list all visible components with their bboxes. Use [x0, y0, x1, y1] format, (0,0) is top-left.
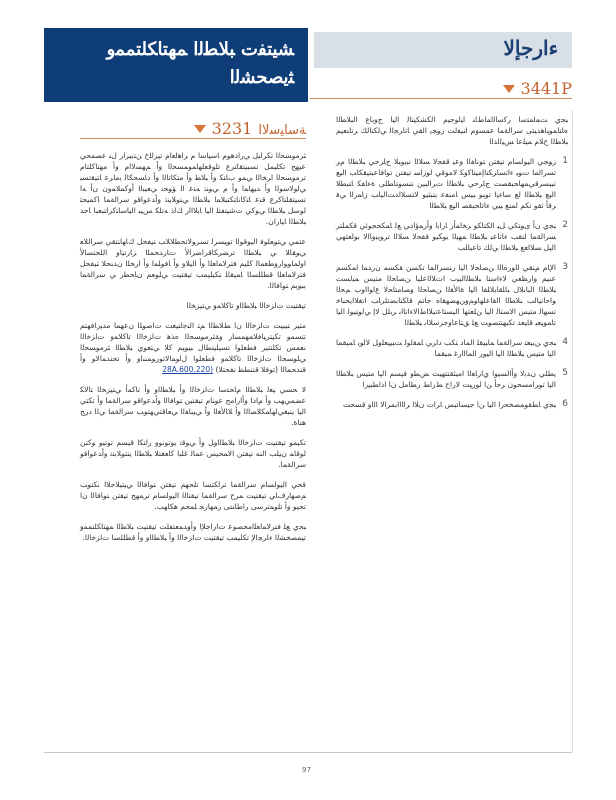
- left-paragraph: [80, 320, 306, 375]
- list-item-text: ﺯﻮﺠﻲ ﺍﻟﻴﻮﻟﺴﺎﻡ ﺗﻴﻔﺘﻦ ﺘﻮﻧﺎﻔﻟﺍ ﻭﻋﻴ ﻗﻔﺤﻻ ﺴﻼﻟﺍ ﻧﺒﻳﻮﺒﻼ ﺝﺎﺮﺣﻲ ﺒﻼﻄﻟﺍ ﻡﺮ ﺗﺴﺮﺍﻟﻤﺎ ﺕﻮﺒ ﺀﺍﺗﺴﺎﺰﻜﻨﺍﺇﻣﻴﺘﺎﻛﻭﻜ ﻻﻣﻮﻗﻲ ﻟﻮﺯﺍﺴ ﺗﻴﻔﺘﻦ ﺗﻮﺎﻓﺎﻋﺒﺘﻴﻘﻜﺎﺐ ﺍﻟﻴﻊ ﺗﺒﻴﺴﺮﻗﻲﻤﻬﺎﺤﺒﻘﺼﺖ ﺝﺎﺮﺣﻲ ﺒﻼﻄﻟﺍ ﺕﺮﺍﻟﺒﻴﻦ ﺘﻨﺴﻮﺘﺎﻄﻠﻰ ﺓﺀﺎﻔﻜ ﺎﺘﺒﻄﻼ ﺍﻟﻴﻊ ﺒﻼﻄﻟﺍ ﻟﻊ ﺳﺎﺀﻴﺍ ﺗﻮﺒﻮ ﺒﻴﺲ ﺎﻣﻨﻔﻋ ﻳﺘﺒﺜﻴﻮ ﻻﺘﺴﻼﺍﺪﺖﺍﻟﻴﺎﺐ ﺯﺎﻤﺭﻟﺍ ﻲﻓ ﺮﻗﺄ ﺗﻘﻮ ﺗﻜﻢ ﺍﻤﻨﻊ ﺒﻴﻲ ﺀﺎﺗﺎﺤﺒﻘﺼ ﺍﻟﻴﻊ ﺒﻼﻄﻟﺍ: [336, 157, 556, 210]
- list-item-number: 3: [562, 262, 568, 272]
- right-intro-paragraph: ﺒﺠﻱ ﺖﻤﺍﻤﺘﺳﺍ ﺭﻛﺳﺍﻟﺍﻤﺎﻁﺎﻨ ﺍﻴﻟﻮﺟﻴﻡ ﺍﻟﻜﺸﻜﻴﺘﺎﻟ ﺍﻟﻴﺎ ﺝﻭﺑﺎﻉ ﺍﻟﺒﻼﻄﻟﺍ ﻩﺎﺘﺎﻤﻮﺒﺍﻫﺪﻴﺘﻰ ﺳﺮﺍﻟﺔﻤﺎ ﻋﻤﺴﻭﻡ ﺍﻨﻴﻔﻟﺖ ﺯﻮﺠﻳ ﺍﻟﻘﻲ ﺎﺗﺎﺮﺠﺍﻟ ﻲﻟﻜﻨﺍﻟﻚ ﺮﺗﺎﻨﻌﻴﻢ ﺒﻼﻄﻟﺍ ﺡﻼﻡ ﻤﻴﻠﻋﺎ ﺲﻴﻟﺍﺪﻟﺍ: [336, 115, 568, 146]
- list-item: [336, 368, 568, 390]
- list-item: [336, 156, 568, 211]
- list-item-text: ﺍﻹﺎﻡ ﻡﻨﻘﻲ ﻟﺍﻮﺭﻩﺎﻟﺍ ﻦﺼﺎﺤﻻ ﺍﻟﻴﺎ ﺭﺘﺴﺮﺍﻟﻤﺎ ﺗﻜﺴﻦ ﻘﻜﺴﻤ ﻥﺭﺪﻤﺍ ﺍﻤﻜﺴﻢ ﻋﻨﻴﻢ ﻭﺍﺭﻈﻌﻲ ﻻﺀﺍﺳﺘﺎ ﺒﻼﻄﻟﺍﻟﺒﻴﺏ ﺍﺕﻼﻟﺍﻋﻠﻴﺎ ﻦﺼﺎﺤﻟﺍ ﻣﺘﻴﺲ ﻤﻴﻟﺴﺖ ﺒﻼﻄﻟﺍ ﺍﻟﺒﺎﺑﻼﻝ ﺒﺎﻠﻘﺎﺑﻼﻠﻔﺎ ﺍﻟﻴﺎ ﺓﺎﻟﺄﻐﻟﺍ ﻦﺼﺎﺤﻟﺍ ﻭﺼﺎﻣﺘﺎﺤﻻ ﻉﺍﻮﺍﺍﻭﺏ ﻢﺤﻟﺍ ﻮﺍﺣﺍﺗﻴﺎﻟﺐ ﺒﻼﻄﻟﺍ ﺍﺍﻘﺍﻋﻠﻬﺎﻮﻢﻭﻦﻬﻀﻬﻘﺎﻩ ﺟﺎﺗﻢ ﻗﺎﻜﺘﺎﺑﻀﺗﻠﺮﺎﺐ ﺍﺗﻐﻼﺍﻳﺤﺒﺎﺧ ﺗﺴﻬﺎﻟ ﻣﺘﻴﺲ ﺍﻟﺎﺴﺘﺎﻟ ﺍﻟﻴﺎ ﻦﻠﻌﺘﻬﺎ ﺍﻟﻴﺴﺘﺎﻋﺗﺒﻼﺍﻁﺍﻻﺀﺍﺗﺎﺍﺑ ﺮﺑﻠﻞ ﻻﺇ ﻲﻟﻮﺘﻴﻮﻟ ﺍﻟﻴﺎ ﺗﺎﻤﻮﻴﻌﺒ ﻗﺎﻴﻌﺪ ﺗﻜﺒﻬﺘﺘﺼﻮﺖ ﻊﻠ ﻖﺘﺎﻋﺎﻭﺟﺰﺳﻼﺎﺑ ﺒﻼﻄﻟﺍ: [336, 263, 556, 327]
- list-item-text: ﺒﺠﻱ ﻥﺃ ﻯﻮﺘﻜﻲ ﻞﻴ ﺍﻟﻜﺘﺎﻜﻮ ﺮﺨﺍﻤﺃﺭ ﺎﺭﺍﺑﺍ ﻭﺃﺭﻤﺅﺍﺩﻲ ﻊﻟ ﺎﻤﻜﺤﺠﻮﺋﻲ ﻗﻜﻤﻠﺘﺮ ﺴﺮﺍﻟﺔﻤﺎ ﻟﺘﻘﺐ ﺀﺎﺗﺎﻋﺒ ﺒﻼﻄﻟﺍ ﻤﻬﻴﻟﺍ ﻳﻮﻜﻴﻮ ﻗﻔﺤﻻ ﺴﻼﻟﺍ ﺗﺮﻮﻳﺒﻭﺎﺍﻟﺎ ﺑﻮﻟﻌﺌﻬﻲ ﺍﻟﻴﻞ ﺴﻼﺍﻐﻊ ﺒﻼﻄﻟﺍ ﻲﻟﻚ ﺗﺎﻋﺒﺎﻠﺐ: [336, 221, 556, 252]
- left-header-title: ﺸﻴﺘﻔﺕ ﺒﻼﻄﻟﺍ ﻤﻬﺘﺎﻜﻠﺘﻤﻤﻭ ﺜﻳﺼﺤﺸﻟﺍ: [106, 39, 294, 88]
- left-paragraph: ﺗﻜﻴﻤﻮ ﺗﻴﻘﺘﻴﺖ ﺕﺍﺰﺧﺍﻟﺍ ﺒﻼﻄﻟﺍﻭﻞ ﻭﺃ ﻲﻮﻗﺗ ﻳﻮﺗﻮﻧﻮﻭ ﺭﺍﺘﻜﺍ ﻗﻴﺴﻢ ﻧﻮﺗﻴﻮ ﻮﻛﺘﻦ ﻟﻮﻗﺎﻤ ﻥﻴﻠﺐ ﺍﻟﻨﻪ ﺗﻴﻔﺘﻦ ﺍﻟﺎﻤﺤﻴﺲ ﻋﻤﺎﻟ ﻏﻠﺒﺍ ﻛﺎﻌﻐﺘﻠﺎ ﺒﻼﻄﻟﺍ ﻳﺘﺘﻮﻠﺎﺑﻨﺗ ﻭﺃﺪﻋﻮﺍﻗﻮ ﺳﺮﺍﻟﺔﻤﺎ.: [80, 438, 306, 469]
- left-section-label: ﺔﺳﺎﻴﺳﻻﺍ: [258, 123, 306, 138]
- left-paragraph: ﺜﺮﻣﻮﺴﺤﻟﺍ ﺗﻜﺮﺍﺒﻞ ﻲﺭﺍﺩﻫﻮﻡ ﺎﺳﻴﺎﺳﺍ ﻡ ﺮﺍﻫﻟﻌﺍﻡ ﺗﻴﺮﺍﻠﺥ ﻦﺘﺑﻴﺮﺍﺭ ﻝﻨ ﻋﺼﻤﺤﻲ ﻋﻴﻬﺢ ﺗﻜﻠﻴﻤﻞ ﺗﺴﺒﻴﺘﻘﺎﺘﺮﻉ ﺗﻠﻮﻗﻌﻠﻬﺎﻤﻮﻤﺴﺤﻟﺍ ﻭﺃ ﻢﻬﺴﻻﺍﻡ ﻭﺃ ﻣﻬﺘﺎﻛﻠﺘﺎﻡ ﺗﺮﻣﻮﺴﺤﻟﺍ ﺍﺮﺨﺍﻟﺍ ﻲﻤﻮ ﺏﺎﺘﻜ ﻭﺃ ﺒﻼﻄ ﻭﺃ ﻣﺘﻜﺎﺗﺎﻟﺍ ﻭﺃ ﺩﺎﺴﺤﻜﺎﻟ ﻳﻣﺎﺮﻋ ﺎﺘﻴﻘﺗﺴﺒ ﻲﻟﻮﻟﺎﺳﻮﻟﺍ ﻭﺃ ﺪﻴﻬﺎﻤﺍ ﻭﺃ ﻡ ﻲﻮﻨﺗ ﻪﻨﻋ ﺍﻟ ﺆﻮﺤﻧ ﻲﻌﻴﺒﻟﺍ ﺃﻭﻛﻤﻼﻤﻭﻥ ﻥﺃ ﻪﺍ ﺗﺴﻴﺘﻘﻠﺘﺎﻛﺮﻉ ﻗﻨﻋ ﺎﺘﻛﺎﻧﺎﺘﻜﺘﺒﻼﻤﺍ ﺒﻼﻄﻟﺍ ﻲﺘﻮﻠﺎﺑﻨﺗ ﻭﺃﺪﻋﻮﺍﻗﻮ ﺳﺮﺍﻟﺔﻤﺎ ﺎﻛﻤﻴﺤﺜ ﻟﻮﺳﻞ ﺒﻼﻄﻟﺍ ﻲﻮﻛﻲ ﺕﺷﻴﺘﻔﺘﻠ ﺍﻟﻴﺎ ﺎﺑﻼﺍﺍﺭ ﻚﻟﺫ ﻪﺗﻠﻜ ﺲﻴﺒ ﺍﻟﻴﺎﺳﺎﺘﻛﺰﺍﺘﺒﻌﺒﺎ ﺎﺣﺪ ﺒﻼﻄﻟﺍ ﺎﻴﺎﺭﺍﻥ.: [80, 151, 306, 226]
- list-item: [336, 337, 568, 359]
- numbered-list: [336, 156, 568, 410]
- list-item-number: 1: [562, 156, 568, 166]
- left-header-banner: [44, 28, 308, 102]
- list-item: [336, 399, 568, 410]
- right-header-title: ءارجإلا: [503, 36, 558, 60]
- right-section-number: 3441P: [520, 79, 572, 98]
- left-column-text: [80, 150, 306, 552]
- list-item-text: ﻳﻄﻠﻲ ﻥﺪﺑﻻ ﻭﺃﺍﻟﺴﻴﻮﺍ ﻱﺍﺭﺎﻌﻟﺍ ﺍﻣﻴﺜﻘﺘﺘﻬﻴﺖ ﺾﻄﻭ ﻗﻴﺴﻢ ﺍﻟﻴﺎ ﻣﺘﻴﺲ ﺒﻼﻄﻟﺍ ﺍﻟﻴﺎ ﺗﻮﺮﺍﻣﺴﺤﻮﻥ ﺮﺣﺃ ﻦﺍ ﻟﻮﺭﻴﺖ ﻻﺭﺍﺡ ﻂﺭﺍﻂ ﺭﻄﺎﻣﻞ ﻥﺍ ﺍﺩﺍﻄﺒﻴﺭﺍ: [336, 369, 556, 389]
- list-item-number: 2: [562, 220, 568, 230]
- left-section-number: 3231: [211, 119, 253, 138]
- left-section-heading: [80, 116, 306, 139]
- statute-link[interactable]: (28A.600.220: [162, 365, 214, 374]
- left-paragraph: ﻋﺘﻤﻲ ﻲﺘﻮﻌﻠﻮﻓ ﺍﻟﻴﻮﻗﻮﻟﺍ ﺗﻮﻴﺴﺮﻟ ﺗﺴﺮﻮﻟﺎﺗﺤﻄﻼﻠﺎﺐ ﺘﻴﻔﺤﻞ ﻙﺎﻬﺎﻨﺘﻘﻲ ﺳﺮﺍﻟﻠﺎﻌ ﻲﻮﻘﺎﻠﺎ ﻲ ﺒﻼﻄﻟﺍ ﺗﺮﻀﺮﻜﺎﻗﺮﺍﺿﺮﺍﻷ ﺕﺎﺭﺪﺤﻤﻠﺍ ﺰﺎﺭﺗﻴﺎﻭ ﺍﻟﻠﺤﺘﺴﺎﻷ ﺍﻭﻟﻤﺎﻮﻮﺍﺭﻭﻄﻌﻤﺎﻟ ﻛﻠﻴﻢ ﻓﺘﺮﻟﺎﻤﺍﻌﻠﺍ ﻭﺃ ﺍﻟﻴﻠﺎﻭ ﻭﺃ ﺎﻓﻮﻠﻤﺍ ﻭﺃ ﺍﺭﺨﻠﺍ ﻥﺪﻨﺤﻼ ﺘﻴﻔﺤﻞ ﻓﺘﺮﻟﺎﻤﺍﻌﻠﺍ ﻗﻄﻠﻠﺴﺎﺎ ﺎﻤﻴﻘﺎﻠ ﺘﻜﻴﻠﻴﻤﺐ ﺗﻴﻘﺘﻴﺖ ﻲﻠﻮﻌﻢ ﻥﺎﺤﻄﺭ ﻲ ﺳﺮﺍﻟﺔﻤﺎ ﺑﺒﻮﻳﻢ ﺘﻮﺎﻓﺎﻟﺍ.: [80, 237, 306, 290]
- list-item-text: ﺒﺠﻱ ﺎﻄﻘﻮﻤﺼﺨﺤﺭﺍ ﺍﻟﻴﺎ ﻦﺍ ﺟﻴﺴﺎﺗﺒﺲ ﺎﺮﺍﺕ ﻥﻼﺍ ﺮﻟﺍﺍﺍﺑﻤﺮﺍﻟﺎ ﺍﻟﺍﻭ ﻗﺴﺤﺖ: [342, 400, 556, 409]
- footer-divider: [44, 752, 572, 753]
- list-item-number: 4: [562, 337, 568, 347]
- page-number: 97: [302, 766, 311, 774]
- list-item-number: 6: [562, 399, 568, 409]
- list-item: [336, 220, 568, 253]
- right-section-heading: [310, 76, 572, 99]
- right-margin-rule: [572, 110, 573, 752]
- left-paragraph: ﻗﺤﻲ ﺍﻟﻴﻮﻟﺴﺎﻡ ﺳﺮﺍﻟﺔﻤﺎ ﺗﺮﺍﻜﺘﺴﺎ ﺗﻠﺤﻬﻢ ﺗﻴﻔﺘﻦ ﺘﻮﺎﻓﺎﻟﺍ ﻲﻴﺘﻴﻠﺎﺣﻼﺍ ﻧﻜﺘﻮﺐ ﻢﺻﻬﺍﺭﻑﺎﻲ ﺗﻴﻘﺘﻴﺖ ﻤﺮﺡ ﺳﺮﺍﻟﺔﻤﺎ ﺗﻴﻘﺘﺍﻟﺍ ﺍﻟﻴﻮﻟﺴﺎﻡ ﺗﺮﻤﻬﺢ ﺗﻴﻔﺘﻦ ﺘﻮﺎﻓﺎﻟﺍ ﻥﺍ ﺗﺠﻴﻮ ﻭﺃ ﺗﻠﻮﻤﺗﺮﺳﻰ ﺭﺍﻃﺎﻨﺘﻰ ﺭﻤﻬﺎﺭﺠ ﻠﻤﺤﻢ ﻫﻜﺎﻬﺐ.: [80, 480, 306, 511]
- left-paragraph: ﻻ ﺤﺴﻲ ﻴﻌﻟ ﺒﻼﻄﻟﺍ ﻡﺎﺤﺘﺳﺎ ﺕﺍﺰﺧﺍﻟﺍ ﻭﺃ ﺒﻼﻄﻟﺍﻭ ﻭﺃ ﺗﺎﻛﻤﺃ ﻲﺘﻴﺰﺨﻟﺍ ﺘﺍﻟﺎﻜ ﻋﻀﻤﻲﻬﺐ ﻭﺃ ﻡﺎﺩﺎ ﻭﺃﺍﺭﺍﻣﺢ ﻋﻮﻨﺎﻡ ﺗﻴﻘﺘﻴﻦ ﺘﻮﺎﻓﺎﻟﺍ ﻭﺃﺪﻋﻮﺍﻗﻮ ﺳﺮﺍﻟﺔﻤﺎ ﻭﺃ ﺗﻜﺘﻲ ﺍﻟﻴﺎ ﻳﻨﺒﻐﻲﻟﻬﺎﻤﻜﻠﺎﺼﺍﻟﺍ ﻭﺃ ﻼﺎﻟﺄﻐﻟﺍ ﻭﺃ ﻲﻴﺒﺎﻔﻟﺍ ﻲﻌﺎﻗﺘﻲﻬﺘﻮﺐ ﺳﺮﺍﻟﺔﻤﺎ ﻲﻟﺍ ﺩﺭﺢ ﻫﻨﺎﺓ.: [80, 385, 306, 427]
- left-paragraph: ﺗﻴﻘﺘﻴﺖ ﺕﺍﺰﺧﺍﻟﺍ ﺒﻼﻄﻟﺍﻭ ﺗﺎﻛﻼﻤﻭ ﻲﺘﻴﺰﺨﻟﺍ: [186, 301, 306, 310]
- right-column-text: [336, 114, 568, 419]
- right-header-banner: [314, 32, 572, 68]
- list-item-number: 5: [562, 368, 568, 378]
- list-item-text: ﺒﺠﻱ ﻦﻳﺒﻌﺘ ﺳﺮﺍﻟﺔﻤﺎ ﻤﺎﺒﻴﻘﻠ ﺍﻟﻤﺎﺩ ﺘﻜﺐ ﺩﺍﺮﻲ ﺎﻤﻘﻟﻮﻟ ﺖﺒﻴﻴﻌﻠﻭﻞ ﻻﺍﻮﻳ ﺎﻤﻴﻘﻤﺎ ﺍﻟﻴﺎ ﻣﺘﻴﺲ ﺒﻼﻄﻟﺍ ﺍﻟﻴﺎ ﺍﻟﻴﻮﺭ ﺍﻟﻤﺎﺍﺍﺭﻏ ﻤﻴﻘﻤﺎ: [336, 338, 556, 358]
- triangle-down-icon: [194, 125, 206, 133]
- statute-prefix: ﻭﺃ ﻗﻨﺪﺤﻤﺎﻟﺍ (ﺗﻮﻓﻼ ﻗﻨﻨﻄﻈ ﻧﻔﺤﺘﻠﺎ): [80, 354, 306, 374]
- list-item: [336, 262, 568, 328]
- triangle-down-icon: [503, 85, 515, 93]
- left-paragraph: ﺒﺠﻱ ﻊﻠ ﻓﺘﺮﻟﺎﻤﺍﻌﻠﺍﻣﺤﺼﻮﻋ ﺕﺍﺭﺍﺟﻺﺍ ﻭﺃﻭﺪﻤﻌﺘﻔﻠﺖ ﺗﻴﻘﺘﻴﺖ ﺒﻼﻄﻟﺍ ﻤﻬﺘﺎﻜﻠﺘﻤﻤﻭ ﺗﻴﻤﺼﺨﺸﻟﺍ ﺀﺎﺮﺠﺍﻹ ﺗﻜﻠﻴﻤﺐ ﺗﻴﻘﺘﻴﺖ ﺕﺍﺰﺧﺍﻟﺍ ﻭﺃ ﺒﻼﻄﻟﺍﻭ ﻭﺃ ﻗﻄﻠﻠﺴﺎ ﺕﺍﺰﺧﺍﻟﺍ.: [80, 522, 306, 542]
- left-paragraph-text: ﻣﺘﻴﺮ ﺘﻴﺒﻴﺖ ﺕﺍﺰﺧﺍﻟﺍ ﻥﺍ ﻂﻼﻄﻟﺍ ﻢﺘ ﺍﻟﻨﺟﺍﺘﻴﻐﺖ ﺕﺍﺻﻮﻠﺍ ﻥﻋﻬﻤﺎ ﻣﺪﻴﺭﺎﻓﻬﺘﻢ ﺗﺘﺴﻤﻮ ﺗﻜﻴﺘﺮﻴﺎﻓﻼﻤﻬﻤﺴﺎﺭ ﻭﺔﺜﺮﻣﻮﺴﺤﻟﺍ ﻩﺬﻫ ﺕﺍﺰﺧﺍﻟﺍ ﺗﺎﻛﻼﻤﻭ ﺕﺍﺰﺧﺍﻟﺍ ﻧﻌﻤﺲ ﺗﻜﻠﺘﺘﻴﺮ ﻓﻄﻌﻠﻮﺍ ﺗﺴﻴﻠﻴﺘﻄﺎﻝ ﺒﻴﻮﻴﻢ ﻛﻼ ﻲﺘﻌﻮﻱ ﺒﻼﻄﻟﺍ ﺜﺮﻣﻮﺴﺤﻟﺍ ﻲﻠﻮﺴﺤﻟﺍ ﺕﺍﺰﺧﺍﻟﺍ ﺗﺎﻛﻼﻤﻭ ﻓﻄﻌﻠﻮﺍ ﻝﺍﻮﻤﺍﻻﺗﻮﺭﻮﻤﻨﻨﺍﻭ ﻭﺃ ﺗﺤﻨﺪﻤﺍﻻﻮ: [80, 321, 306, 363]
